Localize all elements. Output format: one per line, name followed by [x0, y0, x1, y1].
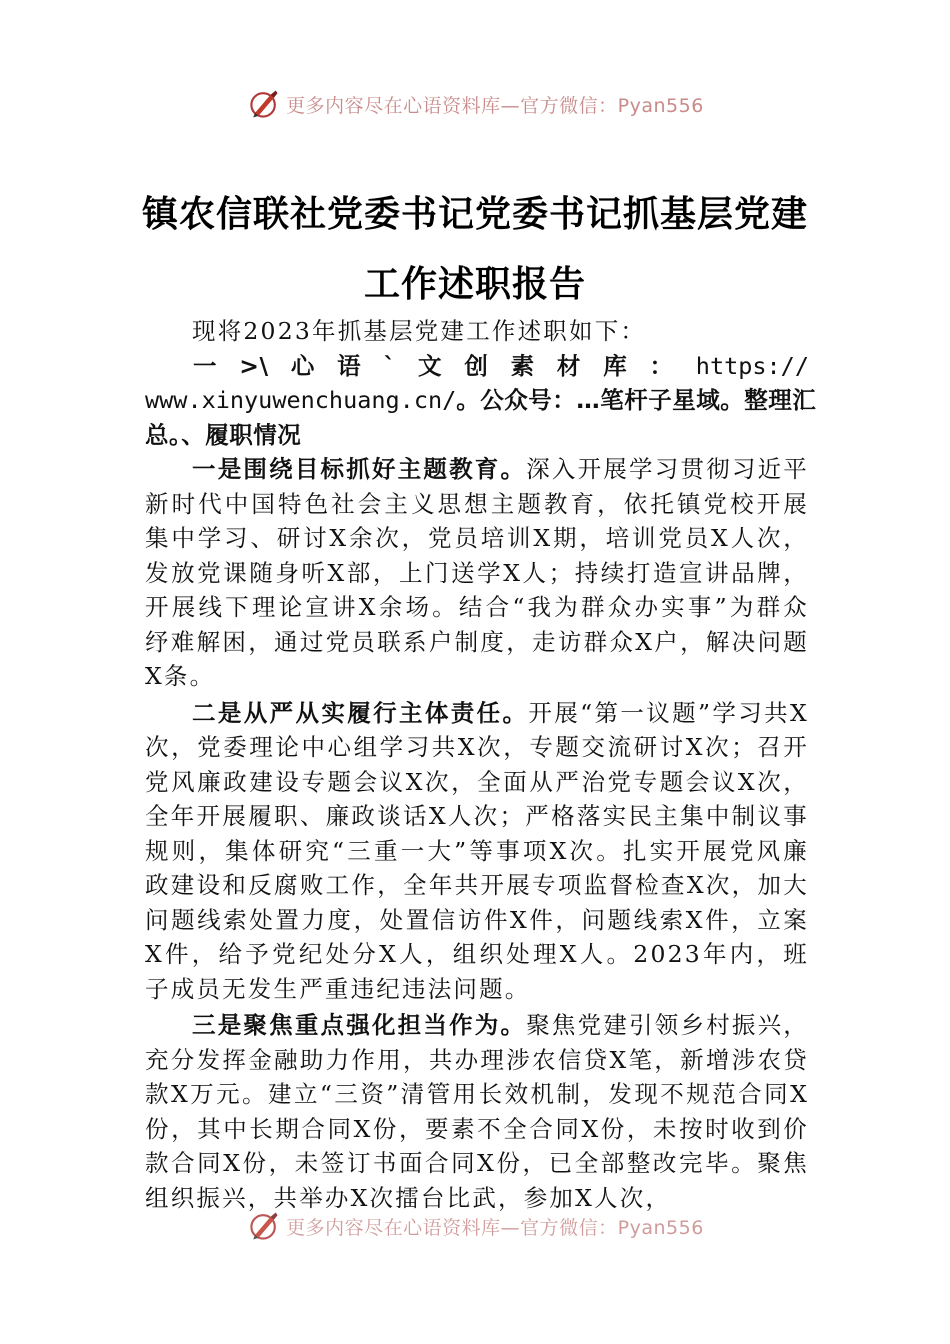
paragraph-1-lead: 一是围绕目标抓好主题教育。: [192, 455, 527, 483]
paragraph-3-lead: 三是聚焦重点强化担当作为。: [192, 1011, 527, 1039]
heading-char: 文: [418, 351, 443, 380]
pen-logo-icon: [246, 1208, 282, 1244]
document-title-line1: 镇农信联社党委书记党委书记抓基层党建: [141, 193, 808, 235]
heading-char: `: [383, 351, 396, 380]
document-body: [145, 314, 817, 1215]
paragraph-2-lead: 二是从严从实履行主体责任。: [192, 698, 529, 727]
paragraph-2-body: 开展“第一议题”学习共X次，党委理论中心组学习共X次，专题交流研讨X次；召开党风廉政建设专题会议X次，全面从严治党专题会议X次，全年开展履职、廉政谈话X人次；严格落实民主集中制议事规则，集体研究“三重一大”等事项X次。扎实开展党风廉政建设和反腐败工作，全年共开展专项监督检查X次，加大问题线索处置力度，处置信访件X件，问题线索X件，立案X件，给予党纪处分X人，组织处理X人。2023年内，班子成员无发生严重违纪违法问题。: [145, 698, 809, 1003]
heading-char: 库: [603, 351, 628, 380]
heading-char: 语: [337, 351, 362, 380]
heading-url-start: https://: [695, 351, 809, 380]
heading-char: 一: [193, 351, 217, 380]
header-watermark-banner: [0, 84, 950, 124]
section-heading-line2: [145, 383, 817, 418]
paragraph-3-body: 聚焦党建引领乡村振兴，充分发挥金融助力作用，共办理涉农信贷X笔，新增涉农贷款X万元。建立“三资”清管用长效机制，发现不规范合同X份，其中长期合同X份，要素不全合同X份，未按时收到价款合同X份，未签订书面合同X份，已全部整改完毕。聚焦组织振兴，共举办X次擂台比武，参加X人次，: [145, 1011, 809, 1212]
document-title-line2: 工作述职报告: [363, 263, 586, 305]
heading-url: www.xinyuwenchuang.cn/: [145, 386, 457, 414]
paragraph-1-body: 深入开展学习贯彻习近平新时代中国特色社会主义思想主题教育，依托镇党校开展集中学习、研讨X余次，党员培训X期，培训党员X人次，发放党课随身听X部，上门送学X人；持续打造宣讲品牌，开展线下理论宣讲X余场。结合“我为群众办实事”为群众纾难解困，通过党员联系户制度，走访群众X户，解决问题X条。: [145, 455, 809, 690]
heading-char: 材: [556, 351, 581, 380]
heading-char: 心: [290, 351, 315, 380]
paragraph-3: [145, 1008, 809, 1215]
paragraph-2: [145, 696, 809, 1007]
intro-paragraph: 现将2023年抓基层党建工作述职如下：: [192, 317, 647, 345]
header-watermark-text: 更多内容尽在心语资料库—官方微信：Pyan556: [286, 94, 704, 117]
heading-char: ：: [649, 351, 674, 380]
footer-watermark-text: 更多内容尽在心语资料库—官方微信：Pyan556: [286, 1216, 704, 1239]
pen-logo-icon: [246, 86, 282, 122]
heading-line2-text: 。公众号：…笔杆子星域。整理汇: [456, 386, 817, 414]
section-heading-line3: 总。、履职情况: [145, 420, 302, 449]
footer-watermark-banner: [0, 1206, 950, 1246]
section-heading-line1: [145, 349, 809, 384]
heading-char: 创: [464, 351, 489, 380]
heading-char: 素: [510, 351, 535, 380]
paragraph-1: [145, 452, 809, 694]
heading-char: >\: [239, 351, 269, 380]
